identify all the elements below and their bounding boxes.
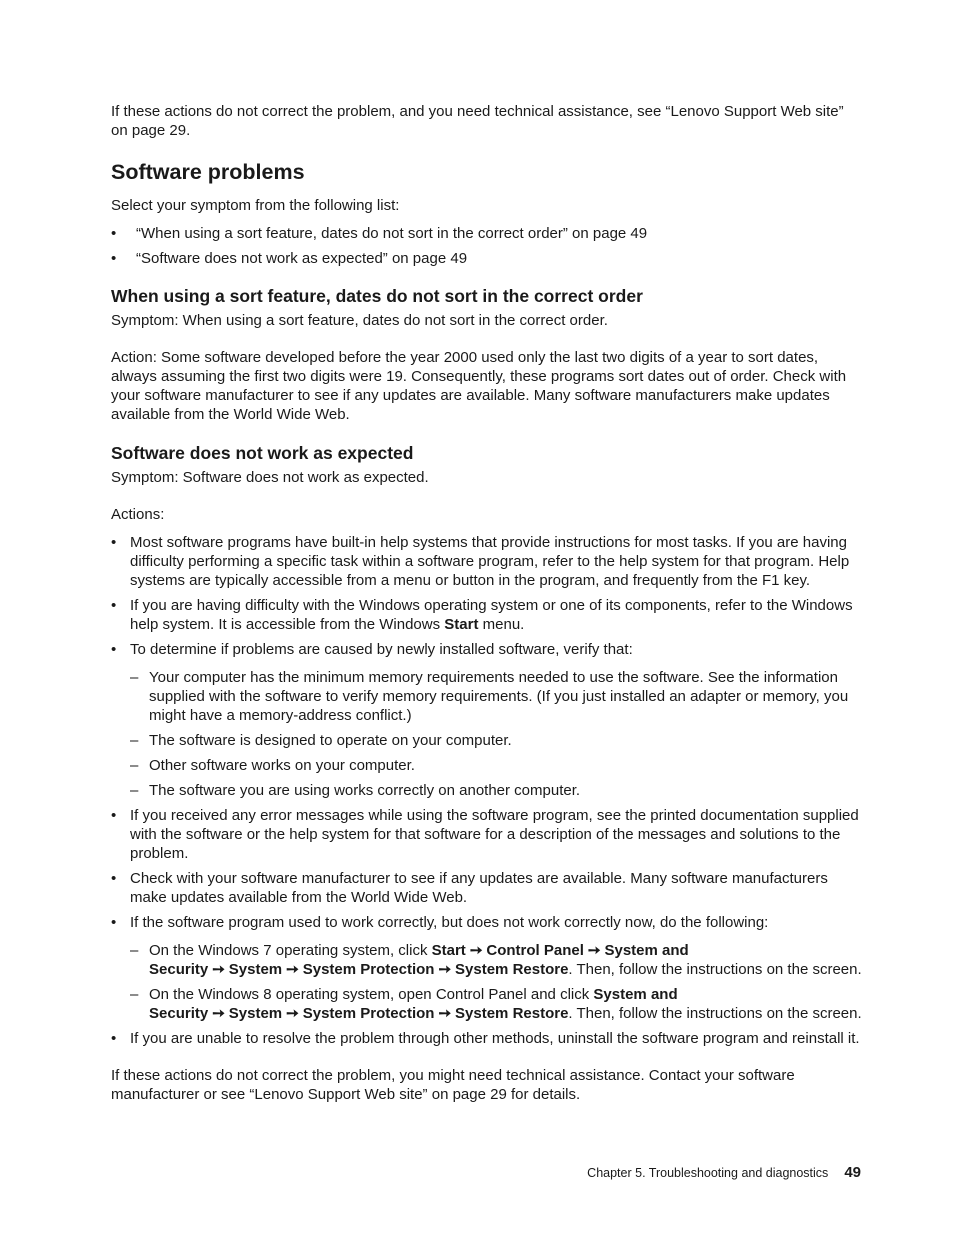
closing-paragraph: If these actions do not correct the problem, you might need technical assistance. Contact your software manufacturer or see “Lenovo Support Web site” on page 29 for details.	[111, 1067, 795, 1103]
page-content	[111, 102, 863, 1104]
arrow-icon: ➙	[286, 1005, 299, 1022]
list-item: – Your computer has the minimum memory requirements needed to use the software. See the information supplied with the software to verify memory requirements. (If you just installed an adapter or memory, you might have a memory-address conflict.)	[130, 668, 863, 725]
actions-list	[111, 533, 863, 1048]
list-item: • Most software programs have built-in help systems that provide instructions for most tasks. If you are having difficulty performing a specific task within a software program, refer to the help system for that program. Help systems are typically accessible from a menu or button in the program, and frequently from the F1 key.	[111, 533, 863, 590]
select-text: Select your symptom from the following list:	[111, 197, 400, 214]
page-number: 49	[844, 1164, 861, 1181]
win8-steps: – On the Windows 8 operating system, open Control Panel and click System and Security ➙ System ➙ System Protection ➙ System Restore. Then, follow the instructions on the screen.	[130, 985, 863, 1023]
section-sort-symptom: Symptom: When using a sort feature, dates do not sort in the correct order.	[111, 312, 608, 329]
page-footer	[587, 1163, 861, 1183]
list-item: – Other software works on your computer.	[130, 756, 863, 775]
win7-steps: – On the Windows 7 operating system, click Start ➙ Control Panel ➙ System and Security ➙ System ➙ System Protection ➙ System Restore. Then, follow the instructions on the screen.	[130, 941, 863, 979]
symptom-list	[111, 224, 863, 268]
arrow-icon: ➙	[438, 961, 452, 978]
arrow-icon: ➙	[469, 942, 483, 959]
arrow-icon: ➙	[438, 1005, 452, 1022]
list-item: – The software you are using works correctly on another computer.	[130, 781, 863, 800]
list-item: • If you are unable to resolve the problem through other methods, uninstall the software program and reinstall it.	[111, 1029, 863, 1048]
arrow-icon: ➙	[587, 942, 601, 959]
list-item: • If the software program used to work correctly, but does not work correctly now, do the following: – On the Windows 7 operating system, click Start ➙ Control Panel ➙ System and Security ➙ System ➙ System Protection ➙ System Restore. Then, follow the instructions on the screen. – On the Windows 8 operating system, open Control Panel and click System and Security ➙ System ➙ System Protection ➙ System Restore. Then, follow the instructions on the screen.	[111, 913, 863, 1023]
section-sort-title: When using a sort feature, dates do not sort in the correct order	[111, 286, 643, 306]
symptom-link-sort[interactable]	[111, 224, 863, 243]
arrow-icon: ➙	[212, 961, 225, 978]
restore-steps-list	[130, 941, 863, 1023]
list-item: – The software is designed to operate on your computer.	[130, 731, 863, 750]
section-software-title: Software does not work as expected	[111, 443, 414, 463]
arrow-icon: ➙	[286, 961, 299, 978]
verify-list	[130, 668, 863, 800]
list-item: • Check with your software manufacturer to see if any updates are available. Many software manufacturers make updates available from the World Wide Web.	[111, 869, 863, 907]
page-title: Software problems	[111, 160, 305, 184]
symptom-link-sort-text[interactable]: “When using a sort feature, dates do not sort in the correct order” on page 49	[136, 225, 648, 242]
section-sort-action: Action: Some software developed before the year 2000 used only the last two digits of a year to sort dates, always assuming the first two digits were 19. Consequently, these programs sort dates out of order. Check with your software manufacturer to see if any updates are available. Many software manufacturers make updates available from the World Wide Web.	[111, 349, 847, 423]
list-item: • If you are having difficulty with the Windows operating system or one of its components, refer to the Windows help system. It is accessible from the Windows Start menu.	[111, 596, 863, 634]
symptom-link-software[interactable]	[111, 249, 863, 268]
actions-label: Actions:	[111, 506, 165, 523]
footer-chapter: Chapter 5. Troubleshooting and diagnostics	[587, 1166, 829, 1180]
arrow-icon: ➙	[212, 1005, 225, 1022]
section-software-symptom: Symptom: Software does not work as expected.	[111, 469, 429, 486]
symptom-link-software-text[interactable]: “Software does not work as expected” on page 49	[136, 250, 468, 267]
list-item: • To determine if problems are caused by newly installed software, verify that: – Your computer has the minimum memory requirements needed to use the software. See the information supplied with the software to verify memory requirements. (If you just installed an adapter or memory, you might have a memory-address conflict.) – The software is designed to operate on your computer. – Other software works on your computer. – The software you are using works correctly on another computer.	[111, 640, 863, 800]
list-item: • If you received any error messages while using the software program, see the printed documentation supplied with the software or the help system for that software for a description of the messages and solutions to the problem.	[111, 806, 863, 863]
intro-paragraph: If these actions do not correct the problem, and you need technical assistance, see “Lenovo Support Web site” on page 29.	[111, 103, 844, 139]
